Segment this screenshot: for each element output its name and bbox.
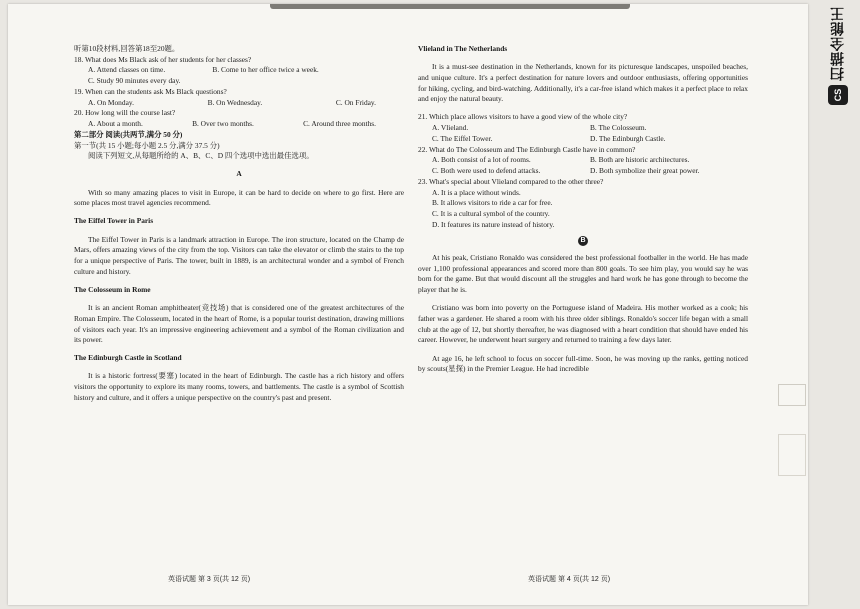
edinburgh-heading: The Edinburgh Castle in Scotland [74, 353, 182, 363]
q23-option-b: B. It allows visitors to ride a car for free. [432, 198, 553, 208]
q23-option-c: C. It is a cultural symbol of the country. [432, 209, 550, 219]
vlieland-heading: Vlieland in The Netherlands [418, 44, 508, 53]
part-2-heading: 第二部分 阅读(共两节,满分 50 分) [74, 129, 183, 139]
page-4-column [418, 44, 748, 382]
q18-option-b: B. Come to her office twice a week. [212, 65, 319, 75]
listening-intro: 听第10段材料,回答第18至20题。 [74, 44, 180, 53]
q22-option-b: B. Both are historic architectures. [590, 155, 690, 165]
q19-option-a: A. On Monday. [88, 97, 134, 107]
colosseum-heading: The Colosseum in Rome [74, 284, 151, 294]
q19-option-b: B. On Wednesday. [207, 97, 263, 107]
page-3-footer: 英语试题 第 3 页(共 12 页) [168, 576, 251, 583]
question-21: 21. Which place allows visitors to have a good view of the whole city? [418, 112, 628, 122]
passage-b-label: B [578, 236, 588, 246]
cs-logo-icon: CS [828, 85, 848, 105]
bleed-through-box [778, 434, 806, 476]
eiffel-heading: The Eiffel Tower in Paris [74, 216, 154, 226]
watermark-text: 扫描全能王 [830, 6, 846, 81]
eiffel-paragraph: The Eiffel Tower in Paris is a landmark attraction in Europe. The iron structure, located on the Champ de Mars, offers amazing views of the city from the top. Visitors can take the elevator or climb the stairs to the top for a unique perspective of Paris. The tower, built in 1889, is an architectural wonder and a symbol of French culture and history. [74, 234, 404, 276]
q21-option-c: C. The Eiffel Tower. [432, 133, 493, 143]
exam-sheet [8, 4, 808, 605]
q21-option-b: B. The Colosseum. [590, 123, 647, 133]
q22-option-a: A. Both consist of a lot of rooms. [432, 155, 531, 165]
edinburgh-paragraph: It is a historic fortress(要塞) located in the heart of Edinburgh. The castle has a rich history and offers visitors the opportunity to explore its many rooms, towers, and battlements. The castle is a symbol of Scottish history and culture, and it offers a unique perspective on the country's past and present. [74, 371, 404, 402]
bleed-through-box [778, 384, 806, 406]
q22-option-d: D. Both symbolize their great power. [590, 166, 700, 176]
q23-option-d: D. It features its nature instead of history. [432, 219, 555, 229]
q21-option-d: D. The Edinburgh Castle. [590, 133, 666, 143]
colosseum-paragraph: It is an ancient Roman amphitheater(竞技场) that is considered one of the greatest architectures of the Roman Empire. The Colosseum, located in the heart of Rome, is a popular tourist destination, drawing millions of visitors each year. It's an impressive engineering achievement and a symbol of the Roman civilization and its power. [74, 303, 404, 345]
q18-options [74, 65, 404, 76]
ronaldo-paragraph-2: Cristiano was born into poverty on the Portuguese island of Madeira. His mother worked as a cook; his father was a gardener. He shared a room with his three older siblings. Ronaldo's soccer life began with a small club at the age of 12, but shortly thereafter, he was diagnosed with a heart condition that should have ended his career. However, he underwent heart surgery and returned to training a few days later. [418, 303, 748, 345]
binding-strip [270, 4, 630, 9]
passage-a-intro: With so many amazing places to visit in Europe, it can be hard to decide on where to go first. Here are some places most travel agencies recommend. [74, 187, 404, 208]
passage-b-marker-wrap [418, 235, 748, 246]
q19-options [74, 98, 404, 109]
question-23: 23. What's special about Vlieland compared to the other three? [418, 176, 604, 186]
ronaldo-paragraph-3: At age 16, he left school to focus on soccer full-time. Soon, he was moving up the ranks, getting noticed by scouts(星探) in the Premier League. He had incredible [418, 353, 748, 374]
question-18: 18. What does Ms Black ask of her students for her classes? [74, 54, 252, 64]
q20-option-c: C. Around three months. [303, 119, 376, 129]
ronaldo-paragraph-1: At his peak, Cristiano Ronaldo was considered the best professional footballer in the world. He has made over 1,100 professional appearances and scored more than 800 goals. To see him play, you would say he was born for the game. But that would discount all the struggles and hard work he has gone through to become the player that he is. [418, 252, 748, 295]
q19-option-c: C. On Friday. [335, 97, 376, 107]
q22-options [418, 155, 748, 176]
section-1-heading: 第一节(共 15 小题;每小题 2.5 分,满分 37.5 分) [74, 140, 220, 150]
q20-option-a: A. About a month. [88, 119, 143, 129]
q21-options [418, 123, 748, 144]
q20-options [74, 119, 404, 130]
page-4-footer: 英语试题 第 4 页(共 12 页) [528, 576, 611, 583]
q22-option-c: C. Both were used to defend attacks. [432, 166, 541, 176]
question-19: 19. When can the students ask Ms Black questions? [74, 86, 227, 96]
q18-option-c: C. Study 90 minutes every day. [88, 76, 181, 86]
q21-option-a: A. Vlieland. [432, 123, 469, 133]
q23-option-a: A. It is a place without winds. [432, 187, 521, 197]
q20-option-b: B. Over two months. [192, 119, 254, 129]
page-3-column [74, 44, 404, 411]
passage-a-label: A [236, 169, 242, 179]
reading-instruction: 阅读下列短文,从每题所给的 A、B、C、D 四个选项中选出最佳选项。 [88, 151, 314, 161]
q18-option-a: A. Attend classes on time. [88, 65, 166, 75]
question-20: 20. How long will the course last? [74, 108, 176, 118]
question-22: 22. What do The Colosseum and The Edinburgh Castle have in common? [418, 144, 636, 154]
scanner-watermark [822, 6, 854, 116]
vlieland-paragraph: It is a must-see destination in the Netherlands, known for its picturesque landscapes, unspoiled beaches, and unique culture. It's a perfect destination for nature lovers and outdoor enthusiasts, offering opportunities for hiking, cycling, and bird-watching. Additionally, it's a car-free island which makes it a perfect place to relax and enjoy the natural beauty. [418, 62, 748, 104]
